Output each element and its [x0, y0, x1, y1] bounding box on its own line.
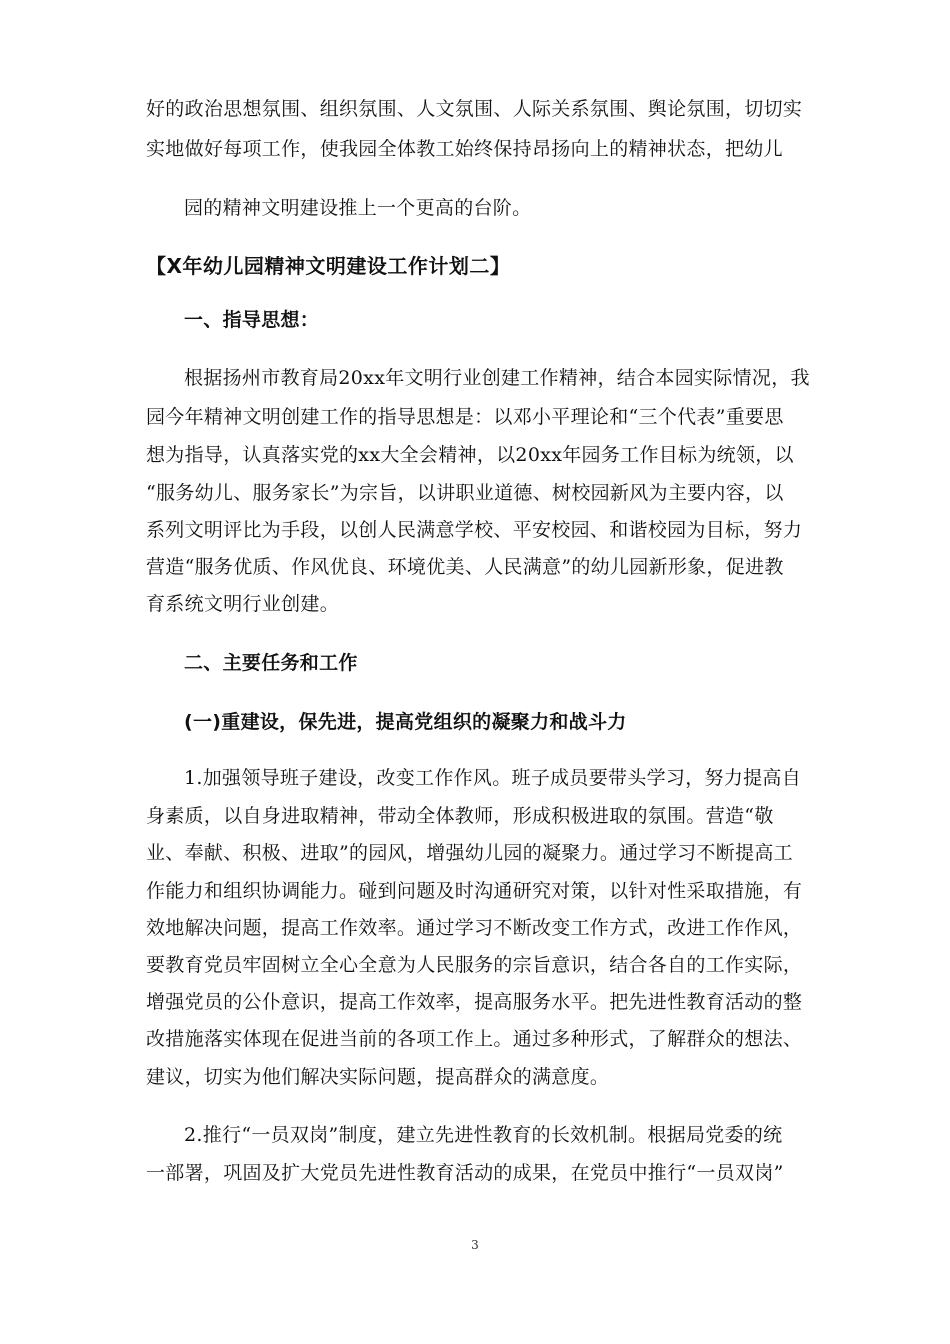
text-line: 要教育党员牢固树立全心全意为人民服务的宗旨意识，结合各自的工作实际， — [146, 954, 803, 976]
text-line: 建议，切实为他们解决实际问题，提高群众的满意度。 — [146, 1066, 610, 1088]
text-line: 改措施落实体现在促进当前的各项工作上。通过多种形式，了解群众的想法、 — [146, 1028, 803, 1050]
text-line: 营造“服务优质、作风优良、环境优美、人民满意”的幼儿园新形象，促进教 — [146, 556, 784, 578]
text-line: 作能力和组织协调能力。碰到问题及时沟通研究对策，以针对性采取措施，有 — [146, 880, 803, 902]
text-line: 身素质，以自身进取精神，带动全体教师，形成积极进取的氛围。营造“敬 — [146, 805, 774, 827]
text-line: 好的政治思想氛围、组织氛围、人文氛围、人际关系氛围、舆论氛围，切切实 — [146, 98, 803, 120]
text-line: 实地做好每项工作，使我园全体教工始终保持昂扬向上的精神状态，把幼儿 — [146, 138, 783, 160]
section-title: 【X年幼儿园精神文明建设工作计划二】 — [146, 254, 511, 278]
text-line: 系列文明评比为手段，以创人民满意学校、平安校园、和谐校园为目标，努力 — [146, 519, 803, 541]
text-line: 2.推行“一员双岗”制度，建立先进性教育的长效机制。根据局党委的统 — [184, 1124, 783, 1146]
text-line: 根据扬州市教育局20xx年文明行业创建工作精神，结合本园实际情况，我 — [184, 367, 810, 389]
text-line: “服务幼儿、服务家长”为宗旨，以讲职业道德、树校园新风为主要内容，以 — [146, 482, 784, 504]
text-line: 想为指导，认真落实党的xx大全会精神，以20xx年园务工作目标为统领，以 — [146, 444, 794, 466]
heading-guiding-thought: 一、指导思想： — [184, 309, 320, 331]
text-line: 园的精神文明建设推上一个更高的台阶。 — [184, 197, 532, 219]
subheading-party-building: (一)重建设，保先进，提高党组织的凝聚力和战斗力 — [184, 711, 627, 733]
page-number: 3 — [471, 1238, 479, 1252]
text-line: 增强党员的公仆意识，提高工作效率，提高服务水平。把先进性教育活动的整 — [146, 991, 803, 1013]
text-line: 1.加强领导班子建设，改变工作作风。班子成员要带头学习，努力提高自 — [184, 767, 802, 789]
heading-main-tasks: 二、主要任务和工作 — [184, 652, 358, 674]
text-line: 育系统文明行业创建。 — [146, 593, 340, 615]
text-line: 园今年精神文明创建工作的指导思想是：以邓小平理论和“三个代表”重要思 — [146, 406, 784, 428]
text-line: 业、奉献、积极、进取”的园风，增强幼儿园的凝聚力。通过学习不断提高工 — [146, 842, 793, 864]
text-line: 效地解决问题，提高工作效率。通过学习不断改变工作方式，改进工作作风， — [146, 917, 803, 939]
text-line: 一部署，巩固及扩大党员先进性教育活动的成果，在党员中推行“一员双岗” — [146, 1162, 784, 1184]
